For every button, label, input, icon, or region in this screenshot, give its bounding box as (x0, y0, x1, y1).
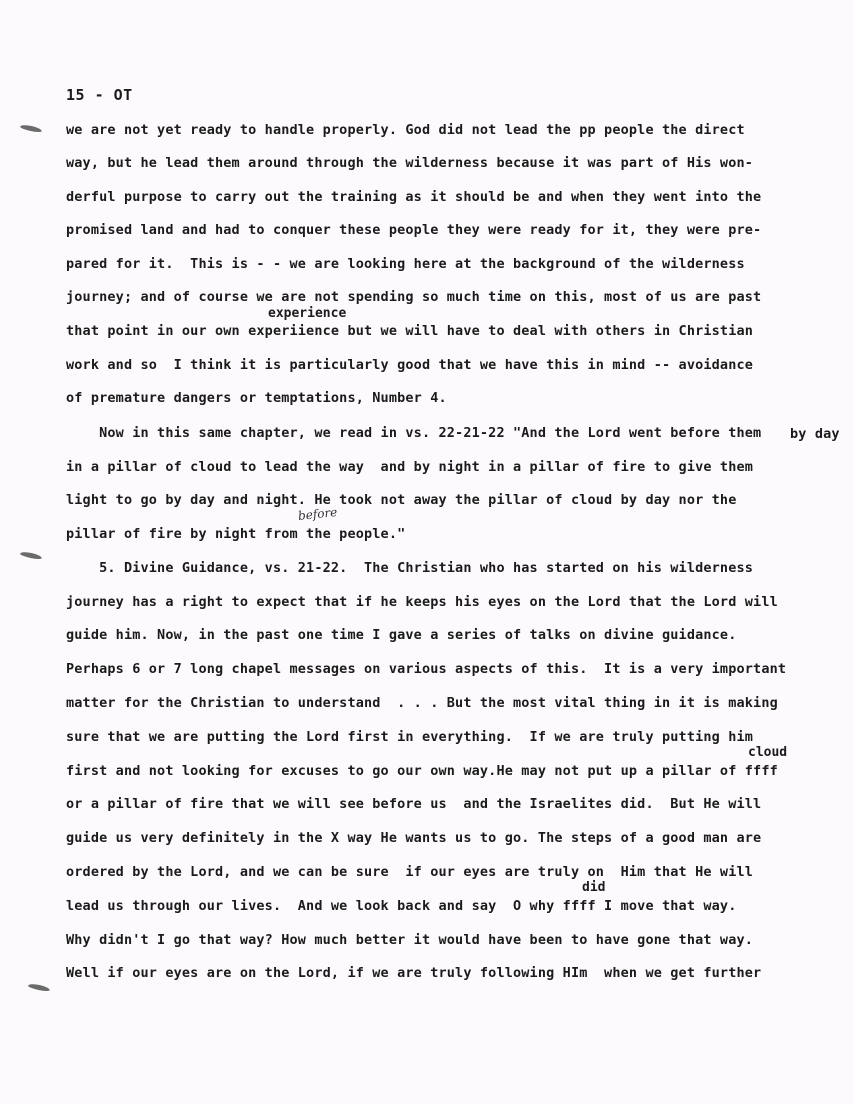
text-line: guide him. Now, in the past one time I gave a series of talks on divine guidance. (66, 627, 737, 643)
insertion-before: before (297, 504, 338, 524)
text-line: light to go by day and night. He took not away the pillar of cloud by day nor the (66, 492, 737, 508)
text-line: Well if our eyes are on the Lord, if we are truly following HIm when we get further (66, 965, 762, 981)
text-line: journey; and of course we are not spending so much time on this, most of us are past (66, 289, 762, 305)
margin-mark-2 (20, 551, 43, 560)
text-line: first and not looking for excuses to go our own way.He may not put up a pillar of ffff (66, 763, 778, 779)
text-line: Perhaps 6 or 7 long chapel messages on various aspects of this. It is a very important (66, 661, 787, 677)
text-line: pared for it. This is - - we are looking here at the background of the wilderness (66, 256, 745, 272)
insertion-experience: experience (268, 306, 347, 321)
text-line: Why didn't I go that way? How much better it would have been to have gone that way. (66, 932, 754, 948)
insertion-by-day: by day (790, 426, 840, 442)
text-line: derful purpose to carry out the training as it should be and when they went into the (66, 189, 762, 205)
text-line: of premature dangers or temptations, Number 4. (66, 390, 447, 406)
text-line: way, but he lead them around through the wilderness because it was part of His won- (66, 155, 754, 171)
margin-mark-1 (20, 124, 43, 133)
text-line: journey has a right to expect that if he keeps his eyes on the Lord that the Lord will (66, 594, 778, 610)
text-line: or a pillar of fire that we will see before us and the Israelites did. But He will (66, 796, 762, 812)
text-line: sure that we are putting the Lord first in everything. If we are truly putting him (66, 729, 754, 745)
text-line: guide us very definitely in the X way He wants us to go. The steps of a good man are (66, 830, 762, 846)
margin-mark-3 (28, 983, 51, 992)
page-header: 15 - OT (66, 86, 133, 104)
insertion-cloud: cloud (748, 745, 788, 760)
text-line: matter for the Christian to understand . . . But the most vital thing in it is making (66, 695, 778, 711)
insertion-did: did (582, 880, 606, 895)
text-line: 5. Divine Guidance, vs. 21-22. The Christian who has started on his wilderness (66, 560, 754, 576)
text-line: that point in our own experiience but we will have to deal with others in Christian (66, 323, 754, 339)
text-line: ordered by the Lord, and we can be sure if our eyes are truly on Him that He will (66, 864, 754, 880)
text-line: lead us through our lives. And we look back and say O why ffff I move that way. (66, 898, 737, 914)
text-line: Now in this same chapter, we read in vs. 22-21-22 "And the Lord went before them (66, 425, 762, 441)
text-line: pillar of fire by night from the people." (66, 526, 406, 542)
text-line: promised land and had to conquer these people they were ready for it, they were pre- (66, 222, 762, 238)
text-line: work and so I think it is particularly good that we have this in mind -- avoidance (66, 357, 754, 373)
text-line: in a pillar of cloud to lead the way and by night in a pillar of fire to give them (66, 459, 754, 475)
text-line: we are not yet ready to handle properly. God did not lead the pp people the direct (66, 122, 745, 138)
